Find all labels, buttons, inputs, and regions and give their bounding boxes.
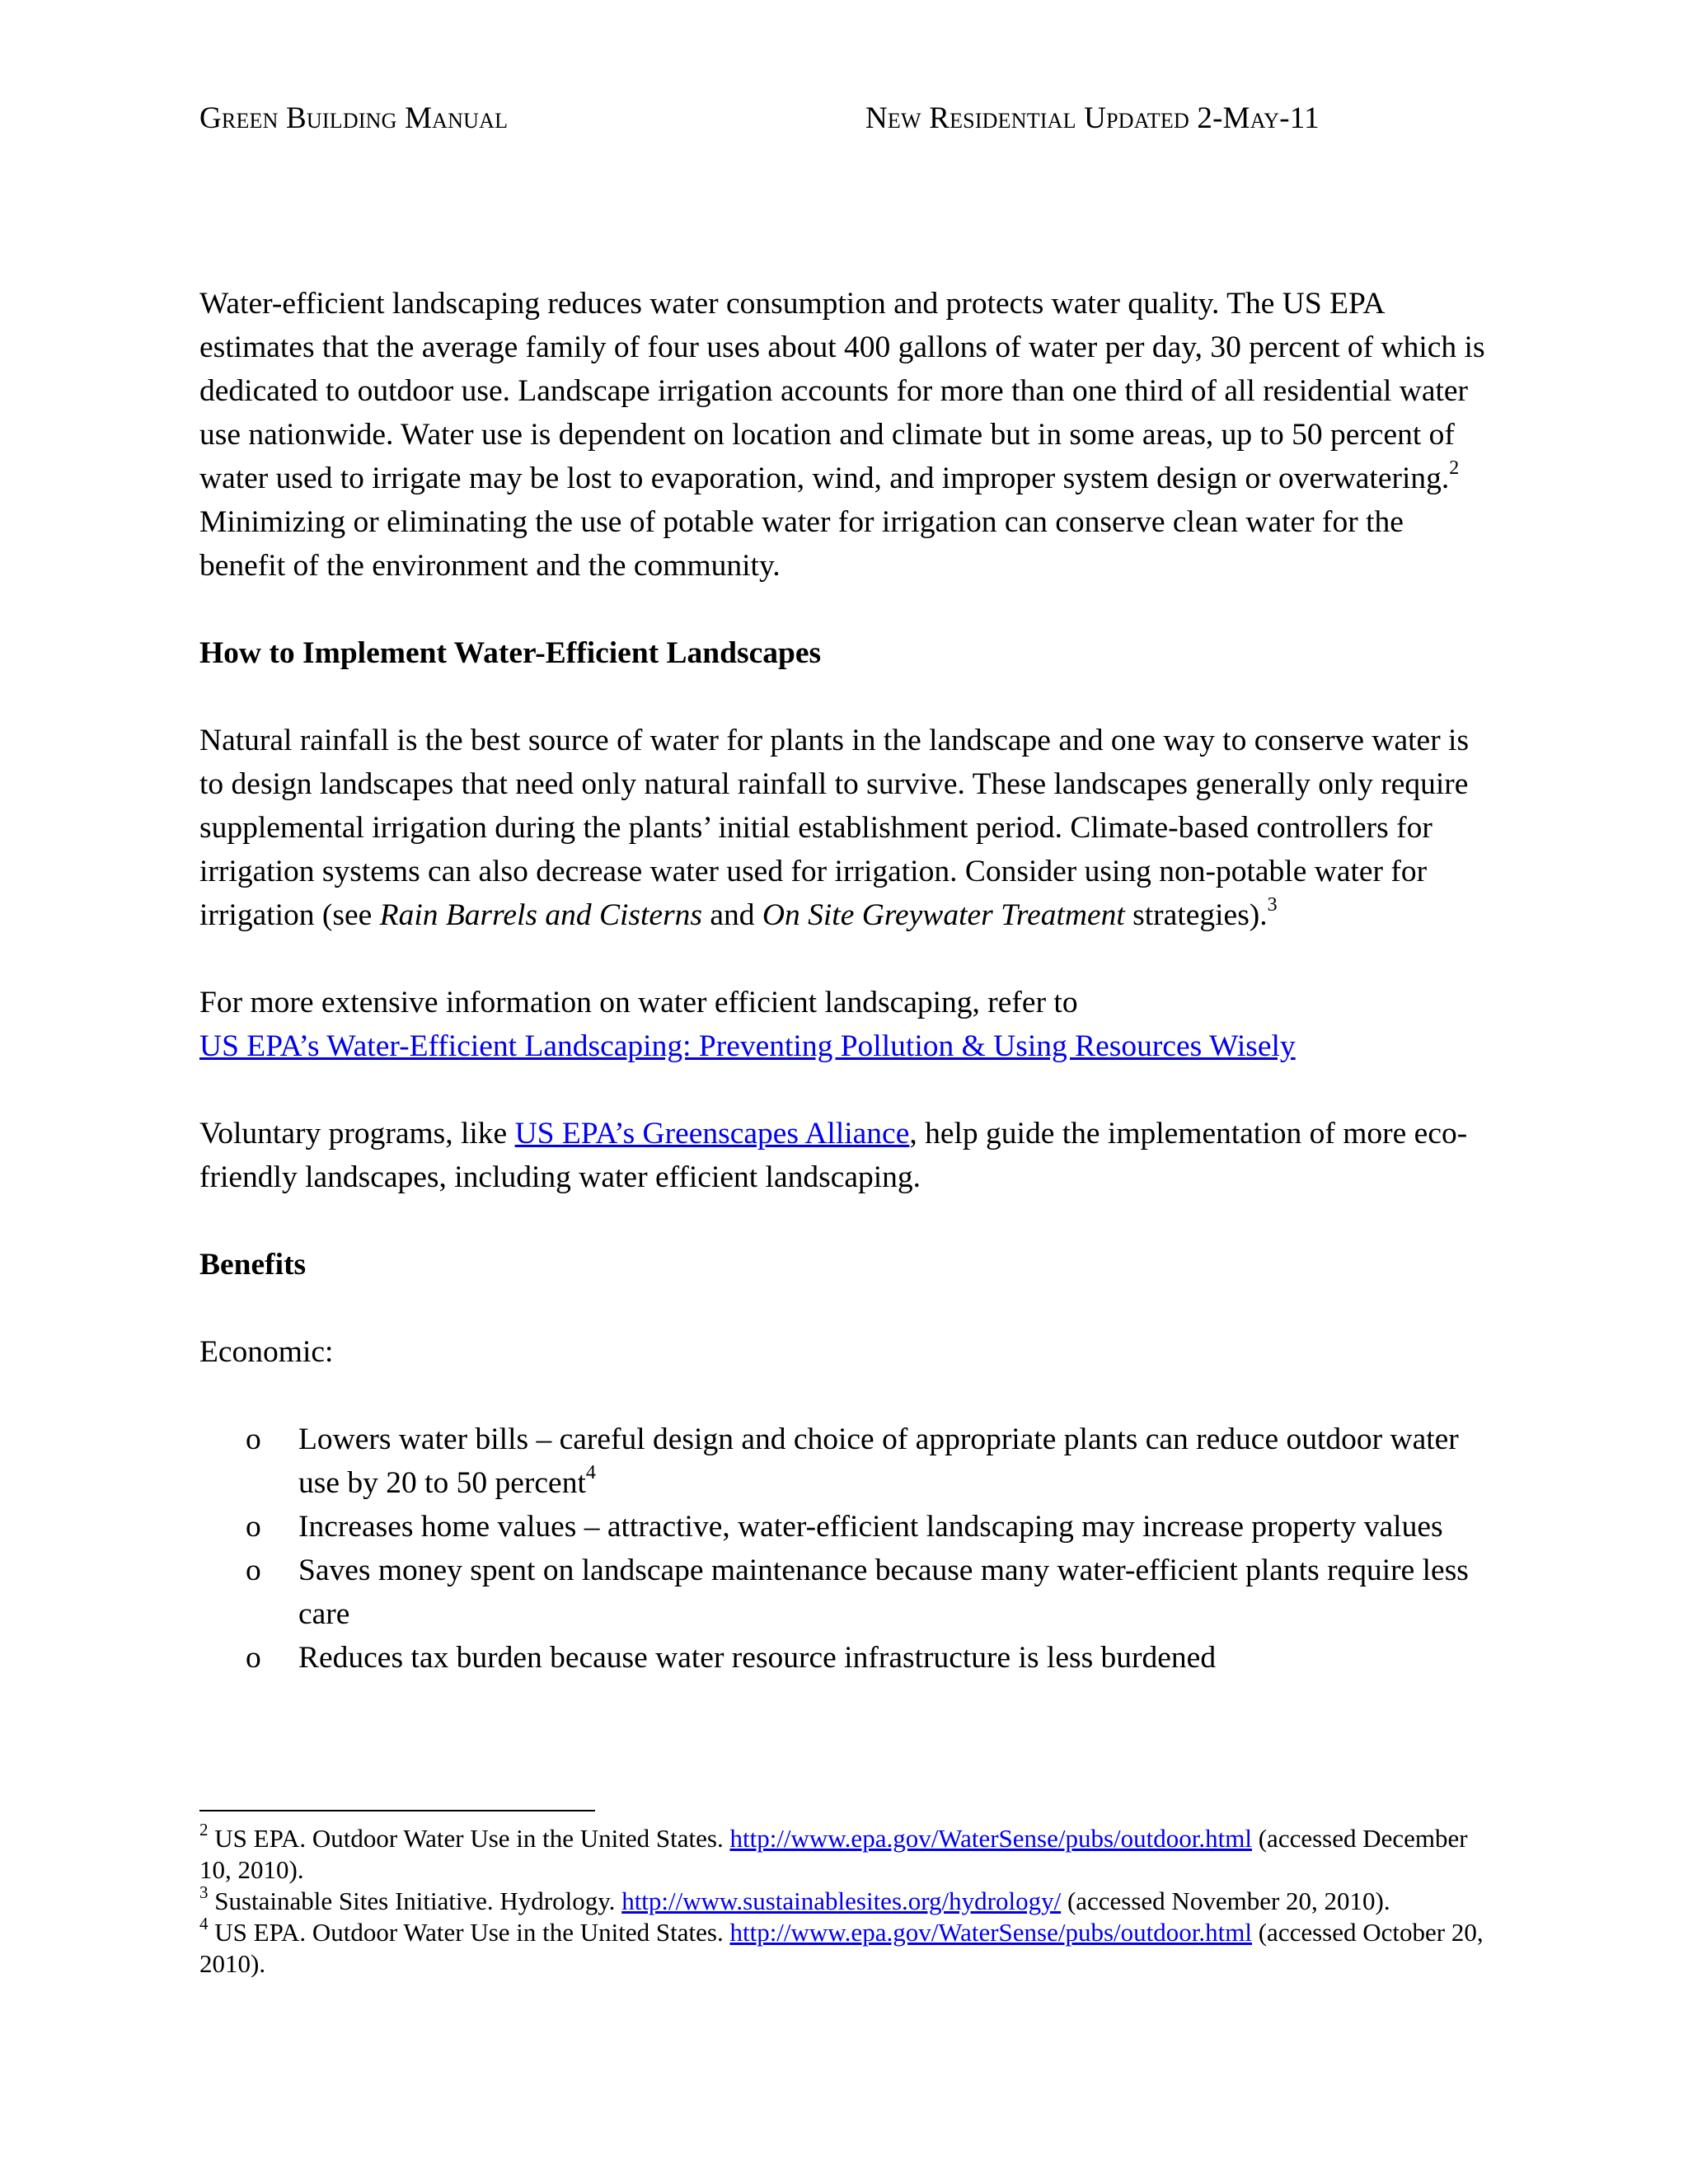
list-item: o Lowers water bills – careful design and choice of appropriate plants can reduce outdoor water use by 20 to 50 percent$^4$	[199, 1418, 1493, 1505]
footnote-ref[interactable]: 3	[1267, 894, 1278, 916]
benefits-heading: Benefits	[199, 1248, 307, 1282]
list-item: o Increases home values – attractive, water-efficient landscaping may increase property values	[199, 1505, 1493, 1549]
bullet-marker: o	[246, 1510, 261, 1544]
footnote-ref[interactable]: 2	[1449, 457, 1460, 479]
implement-paragraph: Natural rainfall is the best source of water for plants in the landscape and one way to conserve water is to design landscapes that need only natural rainfall to survive. These landscapes generally only require supplemental irrigation during the plants’ initial establishment period. Climate-based controllers for irrigation systems can also decrease water used for irrigation. Consider using non-potable water for irrigation (see Rain Barrels and Cisterns and On Site Greywater Treatment strategies).$^3$	[199, 724, 1470, 932]
header-title: Green Building Manual	[199, 101, 509, 135]
bullet-marker: o	[246, 1422, 261, 1456]
footnote-link[interactable]: http://www.sustainablesites.org/hydrology/	[621, 1886, 1062, 1915]
epa-landscaping-link[interactable]: US EPA’s Water-Efficient Landscaping: Preventing Pollution & Using Resources Wisely	[199, 1029, 1296, 1063]
footnotes	[199, 1820, 1493, 1980]
footnote: $^3$ Sustainable Sites Initiative. Hydrology. http://www.sustainablesites.org/hydrology/ (accessed November 20, 2010).	[199, 1882, 1390, 1915]
footnote-link[interactable]: http://www.epa.gov/WaterSense/pubs/outdoor.html	[729, 1918, 1252, 1947]
document-body	[199, 282, 1493, 1680]
footnote-ref[interactable]: 4	[585, 1462, 596, 1483]
list-item: o Saves money spent on landscape maintenance because many water-efficient plants require less care	[199, 1549, 1493, 1636]
voluntary-paragraph: Voluntary programs, like US EPA’s Greenscapes Alliance, help guide the implementation of more eco-friendly landscapes, including water efficient landscaping.	[199, 1117, 1468, 1194]
bullet-marker: o	[246, 1641, 261, 1675]
economic-label: Economic:	[199, 1335, 334, 1369]
footnote: $^4$ US EPA. Outdoor Water Use in the United States. http://www.epa.gov/WaterSense/pubs/outdoor.html (accessed October 20, 2010).	[199, 1914, 1484, 1978]
greenscapes-link[interactable]: US EPA’s Greenscapes Alliance	[514, 1117, 910, 1151]
footnote-link[interactable]: http://www.epa.gov/WaterSense/pubs/outdoor.html	[729, 1824, 1252, 1853]
implement-heading: How to Implement Water-Efficient Landscapes	[199, 636, 822, 670]
header-version: New Residential Updated 2-May-11	[865, 101, 1320, 135]
more-info-paragraph: For more extensive information on water efficient landscaping, refer to US EPA’s Water-Efficient Landscaping: Preventing Pollution & Using Resources Wisely	[199, 986, 1296, 1063]
footnote-divider	[199, 1810, 595, 1811]
benefits-list	[199, 1418, 1493, 1680]
footnote: $^2$ US EPA. Outdoor Water Use in the United States. http://www.epa.gov/WaterSense/pubs/outdoor.html (accessed December 10, 2010).	[199, 1820, 1468, 1884]
intro-paragraph: Water-efficient landscaping reduces water consumption and protects water quality. The US EPA estimates that the average family of four uses about 400 gallons of water per day, 30 percent of which is dedicated to outdoor use. Landscape irrigation accounts for more than one third of all residential water use nationwide. Water use is dependent on location and climate but in some areas, up to 50 percent of water used to irrigate may be lost to evaporation, wind, and improper system design or overwatering.$^2$ Minimizing or eliminating the use of potable water for irrigation can conserve clean water for the benefit of the environment and the community.	[199, 287, 1485, 583]
list-item: o Reduces tax burden because water resource infrastructure is less burdened	[199, 1636, 1493, 1680]
bullet-marker: o	[246, 1554, 261, 1587]
